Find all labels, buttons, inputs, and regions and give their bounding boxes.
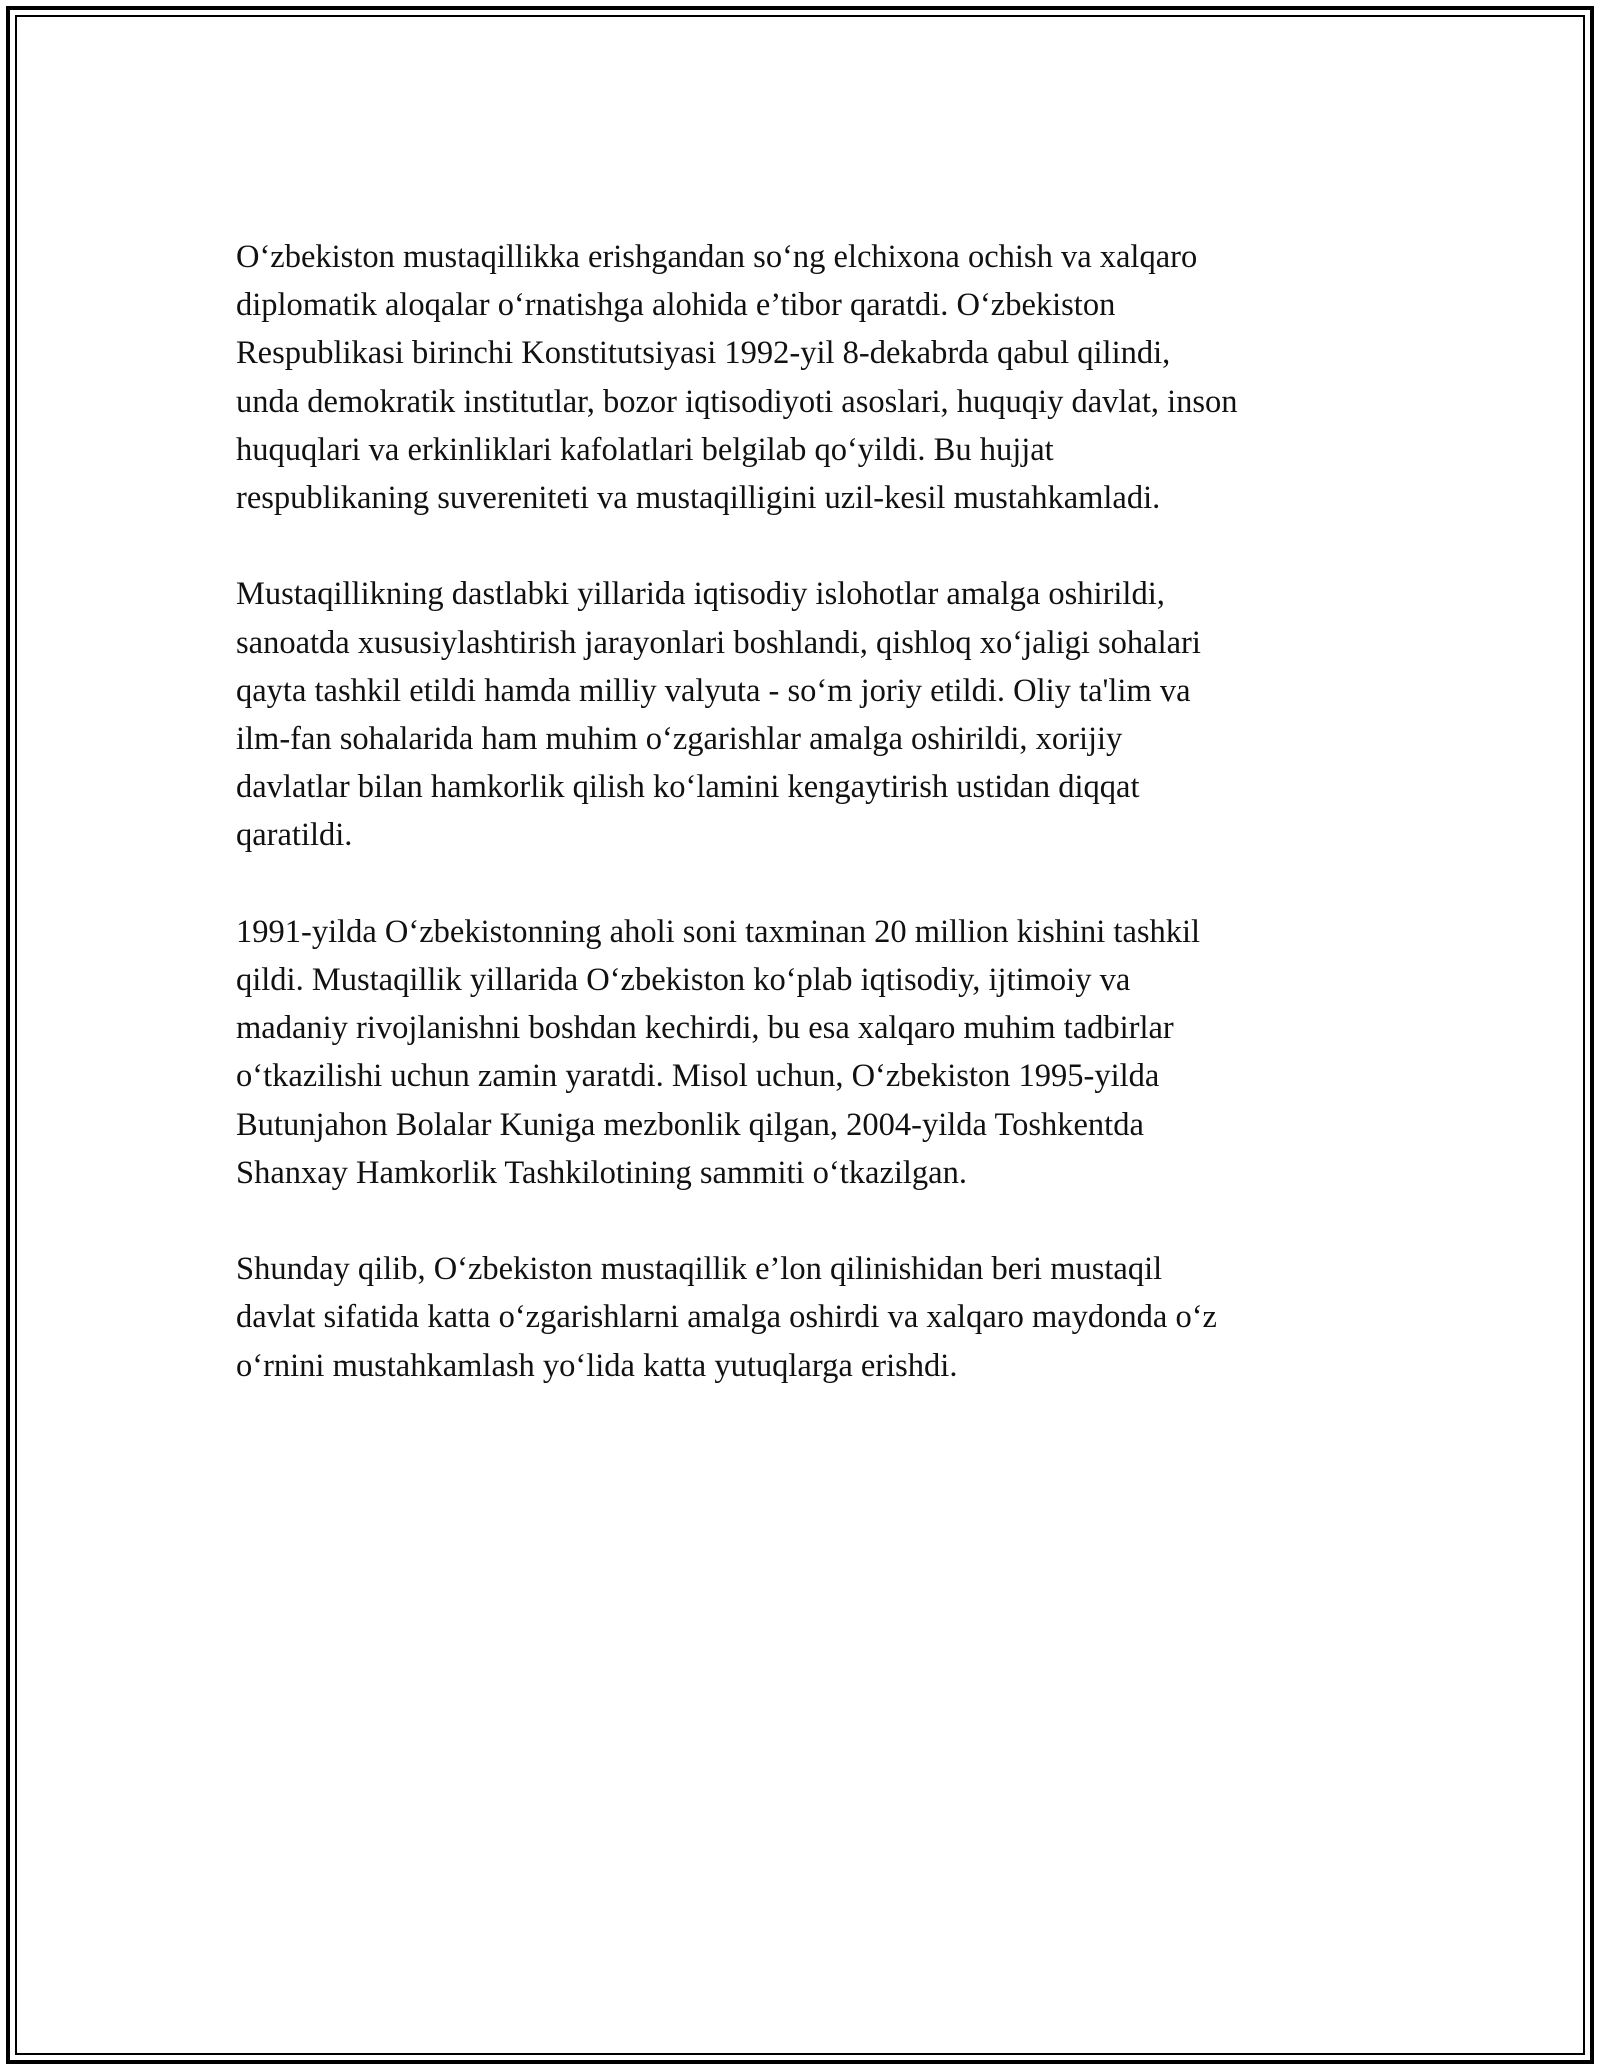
paragraph-3: 1991-yilda O‘zbekistonning aholi soni taxminan 20 million kishini tashkil qildi. Mustaqillik yillarida O‘zbekiston ko‘plab iqtisodiy, ijtimoiy va madaniy rivojlanishni boshdan kechirdi, bu esa xalqaro muhim tadbirlar o‘tkazilishi uchun zamin yaratdi. Misol uchun, O‘zbekiston 1995-yilda Butunjahon Bolalar Kuniga mezbonlik qilgan, 2004-yilda Toshkentda Shanxay Hamkorlik Tashkilotining sammiti o‘tkazilgan.: [236, 913, 1201, 1191]
paragraph-4: Shunday qilib, O‘zbekiston mustaqillik e’lon qilinishidan beri mustaqil davlat sifatida katta o‘zgarishlarni amalga oshirdi va xalqaro maydonda o‘z o‘rnini mustahkamlash yo‘lida katta yutuqlarga erishdi.: [236, 1251, 1217, 1384]
paragraph-1: O‘zbekiston mustaqillikka erishgandan so‘ng elchixona ochish va xalqaro diplomatik aloqalar o‘rnatishga alohida e’tibor qaratdi. O‘zbekiston Respublikasi birinchi Konstitutsiyasi 1992-yil 8-dekabrda qabul qilindi, unda demokratik institutlar, bozor iqtisodiyoti asoslari, huquqiy davlat, inson huquqlari va erkinliklari kafolatlari belgilab qo‘yildi. Bu hujjat respublikaning suvereniteti va mustaqilligini uzil-kesil mustahkamladi.: [236, 239, 1238, 517]
paragraph-2: Mustaqillikning dastlabki yillarida iqtisodiy islohotlar amalga oshirildi, sanoatda xususiylashtirish jarayonlari boshlandi, qishloq xo‘jaligi sohalari qayta tashkil etildi hamda milliy valyuta - so‘m joriy etildi. Oliy ta'lim va ilm-fan sohalarida ham muhim o‘zgarishlar amalga oshirildi, xorijiy davlatlar bilan hamkorlik qilish ko‘lamini kengaytirish ustidan diqqat qaratildi.: [236, 576, 1201, 854]
document-body: [236, 233, 1376, 1438]
